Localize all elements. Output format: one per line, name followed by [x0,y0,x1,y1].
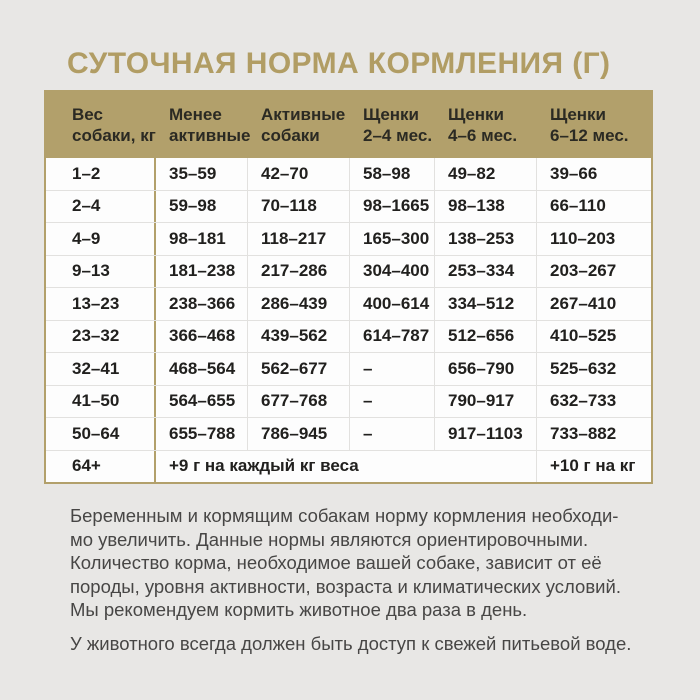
table-cell: 41–50 [46,386,156,418]
table-cell: 110–203 [550,228,616,248]
table-row [46,191,651,224]
table-cell: 286–439 [248,288,350,320]
table-cell: 410–525 [550,326,617,346]
table-cell: 4–9 [46,223,156,255]
table-row [46,158,651,191]
table-cell: – [350,418,435,450]
notes-line: породы, уровня активности, возраста и климатических условий. [70,575,621,597]
table-cell: 468–564 [156,353,248,385]
table-cell: – [350,353,435,385]
table-cell: 656–790 [435,353,537,385]
table-cell: 138–253 [435,223,537,255]
table-cell: 917–1103 [435,418,537,450]
table-cell: 253–334 [435,256,537,288]
header-cell-puppies-6-12: Щенки 6–12 мес. [550,105,629,145]
feeding-table [44,90,653,484]
table-cell: 366–468 [156,321,248,353]
table-cell: – [350,386,435,418]
table-row [46,418,651,451]
header-cell-weight: Вес собаки, кг [72,105,156,145]
table-cell: 733–882 [550,423,617,443]
page-title: СУТОЧНАЯ НОРМА КОРМЛЕНИЯ (Г) [67,47,611,80]
table-cell: 267–410 [550,293,617,313]
table-cell: 614–787 [350,321,435,353]
table-cell: 2–4 [46,191,156,223]
table-cell: 58–98 [350,158,435,190]
table-cell: 70–118 [248,191,350,223]
notes-paragraph-2: У животного всегда должен быть доступ к свежей питьевой воде. [70,632,632,654]
table-cell: 165–300 [350,223,435,255]
table-cell: 677–768 [248,386,350,418]
table-cell: 23–32 [46,321,156,353]
notes-line: Беременным и кормящим собакам норму кормления необходи- [70,505,619,526]
table-cell: 64+ [46,451,156,483]
table-row [46,223,651,256]
header-cell-puppies-2-4: Щенки 2–4 мес. [363,105,433,145]
table-cell: 786–945 [248,418,350,450]
table-cell: 1–2 [46,158,156,190]
table-cell: 217–286 [248,256,350,288]
table-cell: 49–82 [435,158,537,190]
table-cell: 59–98 [156,191,248,223]
table-cell: 439–562 [248,321,350,353]
notes-line: Количество корма, необходимое вашей собаке, зависит от её [70,552,602,573]
notes-paragraph-1 [70,504,670,622]
table-cell: 98–181 [156,223,248,255]
table-cell: 632–733 [550,391,617,411]
table-cell: 118–217 [248,223,350,255]
table-cell: 50–64 [46,418,156,450]
table-cell-merged: +9 г на каждый кг веса [156,451,537,483]
notes-line: мо увеличить. Данные нормы являются ориентировочными. [70,528,589,550]
table-footer-row [46,451,651,483]
table-cell: +10 г на кг [550,456,636,476]
header-cell-less-active: Менее активные [169,105,251,145]
header-cell-active: Активные собаки [261,105,346,145]
table-row [46,256,651,289]
table-cell: 238–366 [156,288,248,320]
table-cell: 564–655 [156,386,248,418]
table-cell: 790–917 [435,386,537,418]
table-row [46,386,651,419]
table-cell: 66–110 [550,196,606,216]
table-row [46,353,651,386]
table-cell: 304–400 [350,256,435,288]
table-cell: 13–23 [46,288,156,320]
table-cell: 562–677 [248,353,350,385]
table-cell: 98–1665 [350,191,435,223]
header-cell-puppies-4-6: Щенки 4–6 мес. [448,105,518,145]
table-cell: 42–70 [248,158,350,190]
table-cell: 334–512 [435,288,537,320]
table-row [46,321,651,354]
table-cell: 98–138 [435,191,537,223]
table-cell: 203–267 [550,261,617,281]
table-cell: 512–656 [435,321,537,353]
table-cell: 39–66 [550,163,598,183]
table-cell: 9–13 [46,256,156,288]
table-header-row [46,92,651,158]
notes-block [70,504,670,655]
notes-line: Мы рекомендуем кормить животное два раза в день. [70,599,528,620]
table-cell: 32–41 [46,353,156,385]
table-cell: 655–788 [156,418,248,450]
table-cell: 181–238 [156,256,248,288]
table-cell: 35–59 [156,158,248,190]
table-cell: 525–632 [550,358,617,378]
table-cell: 400–614 [350,288,435,320]
table-row [46,288,651,321]
